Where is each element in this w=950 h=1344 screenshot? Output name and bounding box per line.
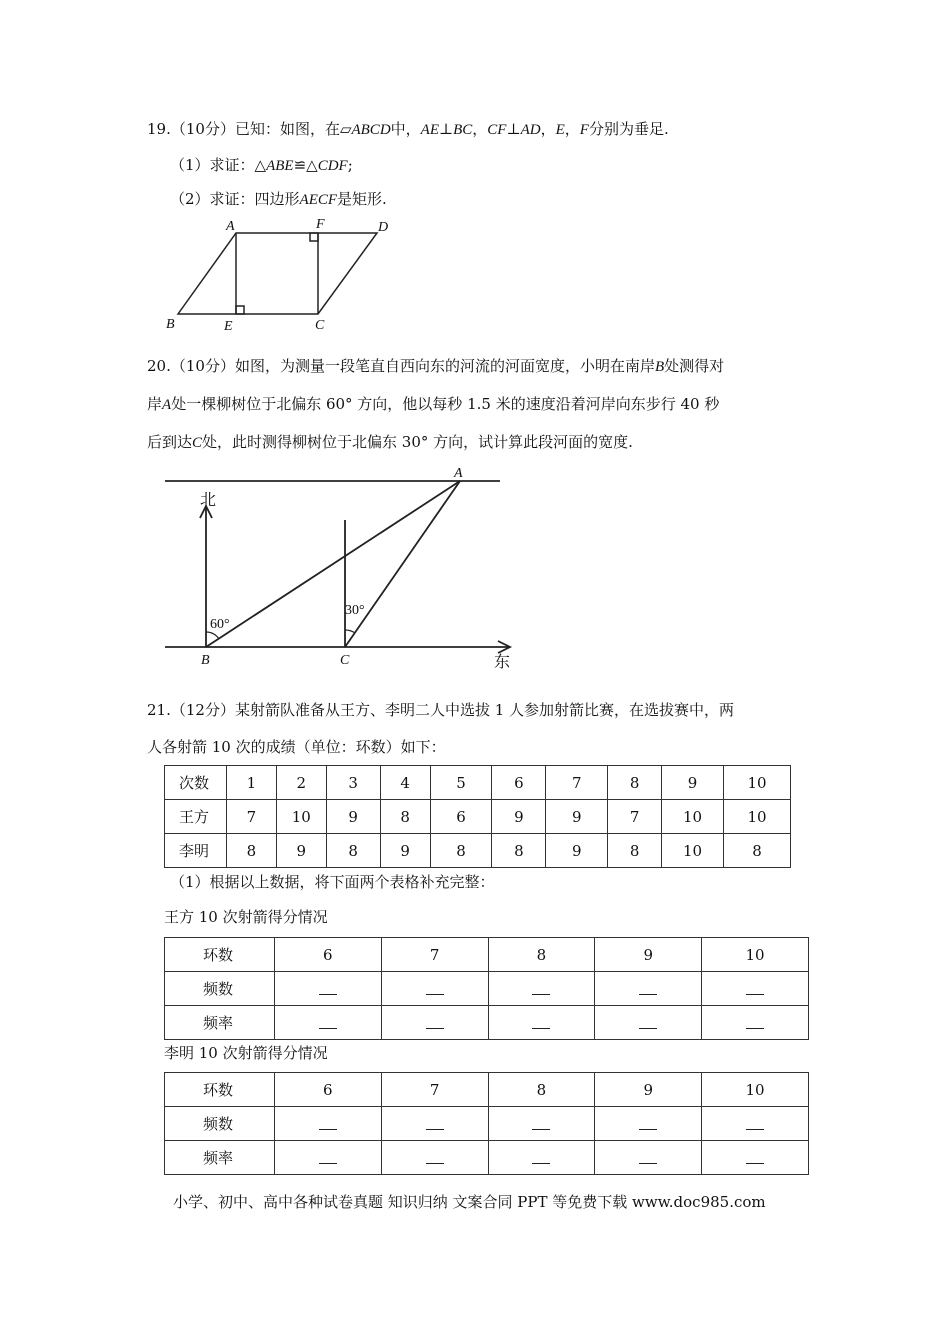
q19-part1-abe: ABE <box>266 158 294 174</box>
q20-line3-b: C <box>192 435 203 451</box>
score-cell: 4 <box>380 766 430 800</box>
q20-line1-c: 处测得对 <box>664 357 725 375</box>
label-a-river: A <box>454 466 463 481</box>
q21-part1: （1）根据以上数据，将下面两个表格补充完整： <box>170 873 495 891</box>
score-cell: 9 <box>276 834 326 868</box>
blank-line <box>319 1119 337 1130</box>
freq-header-cell: 9 <box>595 938 702 972</box>
q19-cf: CF <box>487 122 507 138</box>
q19-perp2: ⊥ <box>506 120 521 138</box>
score-cell: 8 <box>326 834 380 868</box>
blank-line <box>746 1153 764 1164</box>
answer-blank <box>488 972 595 1006</box>
q19-bc: BC <box>453 122 473 138</box>
frequency-label: 频数 <box>165 972 275 1006</box>
blank-line <box>319 1153 337 1164</box>
score-cell: 6 <box>492 766 546 800</box>
score-cell: 8 <box>608 834 662 868</box>
q19-tail: 分别为垂足. <box>588 120 669 138</box>
answer-blank <box>381 1141 488 1175</box>
score-cell: 8 <box>608 766 662 800</box>
freq-header-cell: 10 <box>702 1073 809 1107</box>
freq-header-label: 环数 <box>165 938 275 972</box>
page-footer: 小学、初中、高中各种试卷真题 知识归纳 文案合同 PPT 等免费下载 www.doc985.com <box>173 1193 766 1211</box>
label-c-river: C <box>340 653 350 668</box>
label-angle-30: 30° <box>345 603 365 618</box>
li-table-title: 李明 10 次射箭得分情况 <box>164 1044 328 1062</box>
score-cell: 9 <box>326 800 380 834</box>
answer-blank <box>595 972 702 1006</box>
freq-header-cell: 8 <box>488 938 595 972</box>
label-b: B <box>166 317 175 332</box>
right-angle-mark-f <box>310 233 318 241</box>
score-cell: 1 <box>226 766 276 800</box>
q19-comma3: ， <box>564 120 580 138</box>
freq-header-row <box>165 938 809 972</box>
freq-header-cell: 7 <box>381 938 488 972</box>
frequency-row <box>165 1107 809 1141</box>
answer-blank <box>381 1006 488 1040</box>
label-d: D <box>378 220 389 235</box>
li-frequency-table <box>164 1072 809 1175</box>
score-cell: 10 <box>723 766 790 800</box>
q19-part1-mid: ≌△ <box>293 156 318 174</box>
freq-header-cell: 10 <box>702 938 809 972</box>
score-cell: 3 <box>326 766 380 800</box>
label-e: E <box>224 319 233 334</box>
rate-row <box>165 1006 809 1040</box>
score-table <box>164 765 791 868</box>
wang-frequency-table <box>164 937 809 1040</box>
q19-stem <box>147 119 669 140</box>
freq-header-cell: 7 <box>381 1073 488 1107</box>
answer-blank <box>702 1006 809 1040</box>
q21-line1: 21.（12分）某射箭队准备从王方、李明二人中选拔 1 人参加射箭比赛，在选拔赛中，两 <box>147 701 735 719</box>
label-east: 东 <box>494 654 511 671</box>
score-cell: 8 <box>492 834 546 868</box>
answer-blank <box>595 1107 702 1141</box>
score-cell: 7 <box>608 800 662 834</box>
blank-line <box>532 1119 550 1130</box>
answer-blank <box>381 1107 488 1141</box>
score-cell: 5 <box>430 766 492 800</box>
score-cell: 8 <box>226 834 276 868</box>
answer-blank <box>488 1141 595 1175</box>
q20-line2-c: 处一棵柳树位于北偏东 60° 方向，他以每秒 1.5 米的速度沿着河岸向东步行 40 秒 <box>171 395 720 413</box>
q19-e: E <box>555 122 565 138</box>
frequency-label: 频数 <box>165 1107 275 1141</box>
q19-ae: AE <box>420 122 439 138</box>
blank-line <box>746 1119 764 1130</box>
freq-header-cell: 8 <box>488 1073 595 1107</box>
rate-row <box>165 1141 809 1175</box>
score-cell: 10 <box>662 834 724 868</box>
frequency-row <box>165 972 809 1006</box>
rate-label: 频率 <box>165 1141 275 1175</box>
blank-line <box>532 984 550 995</box>
q19-part2-end: 是矩形. <box>337 190 387 208</box>
blank-line <box>426 1119 444 1130</box>
q19-part1-end: ; <box>347 156 353 174</box>
answer-blank <box>274 972 381 1006</box>
blank-line <box>639 984 657 995</box>
q19-part1-pre: （1）求证：△ <box>170 156 267 174</box>
answer-blank <box>488 1006 595 1040</box>
blank-line <box>319 984 337 995</box>
right-angle-mark-e <box>236 306 244 314</box>
score-cell: 2 <box>276 766 326 800</box>
q19-part1-cdf: CDF <box>317 158 348 174</box>
answer-blank <box>595 1006 702 1040</box>
q19-part2-pre: （2）求证：四边形 <box>170 190 300 208</box>
segment-ca <box>345 481 460 647</box>
blank-line <box>746 984 764 995</box>
score-row <box>165 766 791 800</box>
label-f: F <box>316 217 325 232</box>
score-cell: 7 <box>226 800 276 834</box>
freq-header-cell: 9 <box>595 1073 702 1107</box>
label-a: A <box>226 219 235 234</box>
q19-comma2: ， <box>540 120 556 138</box>
blank-line <box>426 1153 444 1164</box>
answer-blank <box>274 1107 381 1141</box>
answer-blank <box>702 972 809 1006</box>
score-cell: 9 <box>546 800 608 834</box>
blank-line <box>639 1018 657 1029</box>
q20-line1 <box>147 356 724 377</box>
answer-blank <box>702 1141 809 1175</box>
blank-line <box>639 1119 657 1130</box>
parallelogram-figure <box>160 210 400 338</box>
score-cell: 8 <box>430 834 492 868</box>
q21-line2: 人各射箭 10 次的成绩（单位：环数）如下： <box>147 738 446 756</box>
q20-line1-b: B <box>654 359 665 375</box>
q20-line2 <box>147 394 719 415</box>
label-b-river: B <box>201 653 210 668</box>
answer-blank <box>595 1141 702 1175</box>
q20-line2-b: A <box>162 397 172 413</box>
score-row <box>165 834 791 868</box>
score-cell: 10 <box>662 800 724 834</box>
answer-blank <box>488 1107 595 1141</box>
q19-ad: AD <box>520 122 541 138</box>
q19-part2 <box>170 189 387 210</box>
river-figure <box>160 460 520 675</box>
score-cell: 8 <box>380 800 430 834</box>
score-cell: 6 <box>430 800 492 834</box>
q20-line3 <box>147 432 633 453</box>
q19-part2-aecf: AECF <box>299 192 338 208</box>
freq-header-cell: 6 <box>274 1073 381 1107</box>
score-cell: 10 <box>276 800 326 834</box>
score-cell: 9 <box>380 834 430 868</box>
answer-blank <box>702 1107 809 1141</box>
blank-line <box>426 984 444 995</box>
q19-part1 <box>170 155 353 176</box>
answer-blank <box>274 1141 381 1175</box>
wang-table-title: 王方 10 次射箭得分情况 <box>164 908 328 926</box>
rate-label: 频率 <box>165 1006 275 1040</box>
score-cell: 9 <box>662 766 724 800</box>
score-cell: 9 <box>492 800 546 834</box>
blank-line <box>426 1018 444 1029</box>
q20-line1-a: 20.（10分）如图，为测量一段笔直自西向东的河流的河面宽度，小明在南岸 <box>147 357 655 375</box>
score-row-label: 李明 <box>165 834 227 868</box>
label-c: C <box>315 318 325 333</box>
blank-line <box>639 1153 657 1164</box>
q19-f: F <box>579 122 589 138</box>
q19-abcd: ABCD <box>351 122 391 138</box>
freq-header-cell: 6 <box>274 938 381 972</box>
q20-line3-c: 处，此时测得柳树位于北偏东 30° 方向，试计算此段河面的宽度. <box>202 433 633 451</box>
blank-line <box>319 1018 337 1029</box>
q19-intro: 19.（10分）已知：如图，在▱ <box>147 120 352 138</box>
score-row <box>165 800 791 834</box>
answer-blank <box>381 972 488 1006</box>
label-north: 北 <box>200 492 217 509</box>
angle-arc-30 <box>345 630 355 633</box>
blank-line <box>532 1018 550 1029</box>
parallelogram-abcd <box>178 233 377 314</box>
score-cell: 9 <box>546 834 608 868</box>
q20-line3-a: 后到达 <box>147 433 193 451</box>
freq-header-label: 环数 <box>165 1073 275 1107</box>
q19-perp1: ⊥ <box>439 120 454 138</box>
segment-ba <box>206 481 460 647</box>
label-angle-60: 60° <box>210 617 230 632</box>
score-cell: 10 <box>723 800 790 834</box>
answer-blank <box>274 1006 381 1040</box>
angle-arc-60 <box>206 632 219 639</box>
blank-line <box>746 1018 764 1029</box>
q19-comma1: ， <box>472 120 488 138</box>
q20-line2-a: 岸 <box>147 395 163 413</box>
q19-mid1: 中， <box>390 120 421 138</box>
score-cell: 8 <box>723 834 790 868</box>
score-cell: 7 <box>546 766 608 800</box>
score-row-label: 次数 <box>165 766 227 800</box>
score-row-label: 王方 <box>165 800 227 834</box>
freq-header-row <box>165 1073 809 1107</box>
blank-line <box>532 1153 550 1164</box>
